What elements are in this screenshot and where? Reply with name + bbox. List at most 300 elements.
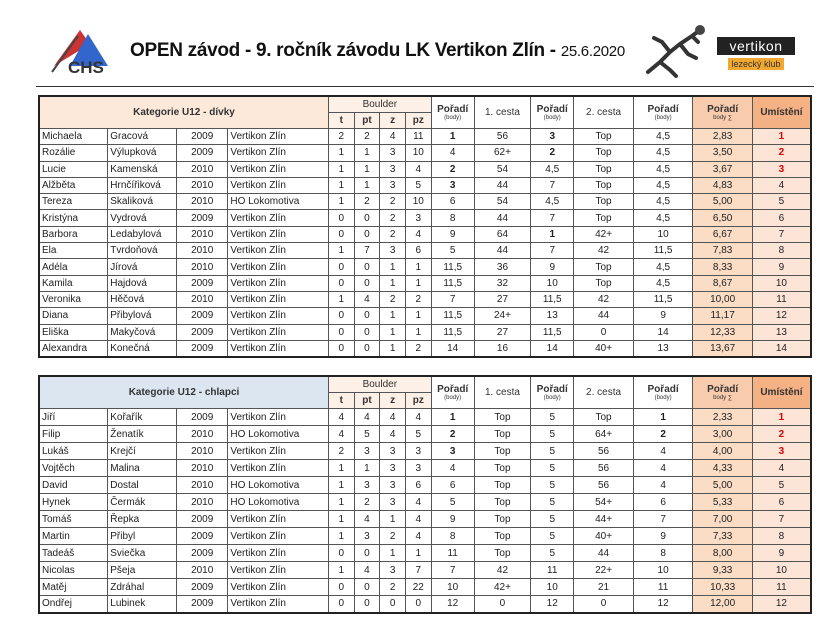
- zone-attempts-header: pz: [405, 113, 431, 129]
- route2-rank-cell: 12: [633, 596, 693, 613]
- total-points-cell: 7,00: [693, 511, 753, 528]
- zone-attempts-cell: 22: [405, 579, 431, 596]
- tops-cell: 1: [328, 494, 354, 511]
- table-row: [39, 324, 811, 340]
- total-points-cell: 6,50: [693, 210, 753, 226]
- zone-attempts-cell: 4: [405, 528, 431, 545]
- placement-cell: 13: [752, 324, 811, 340]
- zones-cell: 2: [380, 226, 406, 242]
- route1-result-cell: 44: [474, 243, 530, 259]
- zones-cell: 2: [380, 194, 406, 210]
- route2-rank-cell: 4,5: [633, 145, 693, 161]
- table-row: [39, 340, 811, 357]
- zone-attempts-cell: 1: [405, 308, 431, 324]
- route2-result-cell: Top: [574, 177, 634, 193]
- route2-rank-cell: 7: [633, 511, 693, 528]
- vertikon-logo-subtitle: lezecký klub: [728, 58, 784, 70]
- top-attempts-cell: 4: [354, 291, 380, 307]
- route1-result-cell: 27: [474, 324, 530, 340]
- route1-rank-cell: 5: [531, 511, 574, 528]
- boulder-rank-cell: 12: [431, 596, 474, 613]
- boys-results-table: [38, 375, 812, 614]
- zones-cell: 4: [380, 129, 406, 145]
- category-title: Kategorie U12 - chlapci: [39, 376, 328, 409]
- first-name-cell: Martin: [39, 528, 108, 545]
- birth-year-cell: 2010: [177, 291, 228, 307]
- route2-rank-cell: 1: [633, 409, 693, 426]
- zone-attempts-cell: 1: [405, 275, 431, 291]
- route1-result-cell: Top: [474, 545, 530, 562]
- tops-cell: 0: [328, 259, 354, 275]
- placement-cell: 12: [752, 596, 811, 613]
- last-name-cell: Řepka: [108, 511, 177, 528]
- route1-header: 1. cesta: [474, 376, 530, 409]
- birth-year-cell: 2009: [177, 340, 228, 357]
- birth-year-cell: 2010: [177, 259, 228, 275]
- table-row: [39, 528, 811, 545]
- route1-rank-header: Pořadí (body): [531, 376, 574, 409]
- placement-cell: 11: [752, 291, 811, 307]
- route2-rank-cell: 10: [633, 226, 693, 242]
- birth-year-cell: 2009: [177, 545, 228, 562]
- first-name-cell: Barbora: [39, 226, 108, 242]
- top-attempts-header: pt: [354, 393, 380, 409]
- route1-result-cell: 42+: [474, 579, 530, 596]
- first-name-cell: Hynek: [39, 494, 108, 511]
- tops-cell: 0: [328, 596, 354, 613]
- vertikon-logo-text: vertikon: [717, 37, 795, 55]
- club-cell: Vertikon Zlín: [228, 409, 329, 426]
- route1-result-cell: Top: [474, 494, 530, 511]
- club-cell: Vertikon Zlín: [228, 308, 329, 324]
- last-name-cell: Přibylová: [108, 308, 177, 324]
- tops-cell: 1: [328, 511, 354, 528]
- route1-rank-cell: 5: [531, 528, 574, 545]
- route1-rank-cell: 11,5: [531, 324, 574, 340]
- gecko-icon: [640, 22, 710, 80]
- route2-rank-cell: 13: [633, 340, 693, 357]
- top-attempts-header: pt: [354, 113, 380, 129]
- route2-rank-cell: 11,5: [633, 243, 693, 259]
- first-name-cell: Kamila: [39, 275, 108, 291]
- tops-cell: 0: [328, 308, 354, 324]
- boulder-rank-cell: 9: [431, 511, 474, 528]
- top-attempts-cell: 0: [354, 579, 380, 596]
- zone-attempts-cell: 0: [405, 596, 431, 613]
- route2-result-cell: 42+: [574, 226, 634, 242]
- table-row: [39, 259, 811, 275]
- boulder-rank-cell: 3: [431, 443, 474, 460]
- zone-attempts-cell: 11: [405, 129, 431, 145]
- zones-cell: 2: [380, 528, 406, 545]
- route2-rank-header: Pořadí (body): [633, 96, 693, 129]
- total-points-cell: 5,00: [693, 194, 753, 210]
- route1-rank-cell: 4,5: [531, 161, 574, 177]
- first-name-cell: Veronika: [39, 291, 108, 307]
- club-cell: HO Lokomotiva: [228, 494, 329, 511]
- boulder-rank-cell: 7: [431, 562, 474, 579]
- placement-cell: 7: [752, 511, 811, 528]
- top-attempts-cell: 3: [354, 443, 380, 460]
- table-row: [39, 460, 811, 477]
- route1-rank-cell: 12: [531, 596, 574, 613]
- route1-rank-cell: 14: [531, 340, 574, 357]
- first-name-cell: Diana: [39, 308, 108, 324]
- route2-result-cell: Top: [574, 210, 634, 226]
- table-row: [39, 177, 811, 193]
- last-name-cell: Přibyl: [108, 528, 177, 545]
- placement-cell: 2: [752, 426, 811, 443]
- route1-result-cell: Top: [474, 511, 530, 528]
- boulder-rank-cell: 6: [431, 194, 474, 210]
- zone-attempts-cell: 4: [405, 409, 431, 426]
- route1-rank-cell: 4,5: [531, 194, 574, 210]
- placement-header: Umístění: [752, 96, 811, 129]
- route2-result-cell: 40+: [574, 528, 634, 545]
- top-attempts-cell: 4: [354, 409, 380, 426]
- last-name-cell: Hěčová: [108, 291, 177, 307]
- zones-cell: 3: [380, 494, 406, 511]
- route1-result-cell: Top: [474, 443, 530, 460]
- category-title: Kategorie U12 - dívky: [39, 96, 328, 129]
- total-points-cell: 9,33: [693, 562, 753, 579]
- placement-cell: 7: [752, 226, 811, 242]
- zones-cell: 0: [380, 596, 406, 613]
- club-cell: Vertikon Zlín: [228, 562, 329, 579]
- route2-result-cell: 64+: [574, 426, 634, 443]
- last-name-cell: Pšeja: [108, 562, 177, 579]
- route1-rank-cell: 5: [531, 545, 574, 562]
- last-name-cell: Hrnčířiková: [108, 177, 177, 193]
- boulder-rank-cell: 3: [431, 177, 474, 193]
- club-cell: HO Lokomotiva: [228, 194, 329, 210]
- placement-cell: 2: [752, 145, 811, 161]
- placement-cell: 6: [752, 494, 811, 511]
- first-name-cell: Lucie: [39, 161, 108, 177]
- zones-cell: 4: [380, 409, 406, 426]
- birth-year-cell: 2010: [177, 161, 228, 177]
- placement-cell: 9: [752, 545, 811, 562]
- zone-attempts-cell: 1: [405, 324, 431, 340]
- birth-year-cell: 2009: [177, 210, 228, 226]
- route2-result-cell: 22+: [574, 562, 634, 579]
- tops-cell: 0: [328, 340, 354, 357]
- route1-rank-cell: 7: [531, 210, 574, 226]
- last-name-cell: Výlupková: [108, 145, 177, 161]
- route2-rank-cell: 6: [633, 494, 693, 511]
- last-name-cell: Krejčí: [108, 443, 177, 460]
- club-cell: HO Lokomotiva: [228, 426, 329, 443]
- birth-year-cell: 2010: [177, 226, 228, 242]
- club-cell: Vertikon Zlín: [228, 324, 329, 340]
- route1-result-cell: 56: [474, 129, 530, 145]
- total-points-cell: 2,83: [693, 129, 753, 145]
- route1-result-cell: Top: [474, 460, 530, 477]
- route2-rank-cell: 14: [633, 324, 693, 340]
- route2-rank-cell: 10: [633, 562, 693, 579]
- birth-year-cell: 2010: [177, 243, 228, 259]
- placement-cell: 8: [752, 528, 811, 545]
- boulder-rank-cell: 5: [431, 494, 474, 511]
- top-attempts-cell: 0: [354, 226, 380, 242]
- club-cell: HO Lokomotiva: [228, 477, 329, 494]
- route1-rank-cell: 10: [531, 579, 574, 596]
- zone-attempts-cell: 1: [405, 259, 431, 275]
- first-name-cell: Adéla: [39, 259, 108, 275]
- zone-attempts-cell: 10: [405, 194, 431, 210]
- boulder-rank-cell: 8: [431, 528, 474, 545]
- zone-attempts-cell: 4: [405, 226, 431, 242]
- total-points-cell: 13,67: [693, 340, 753, 357]
- table-row: [39, 477, 811, 494]
- birth-year-cell: 2010: [177, 443, 228, 460]
- birth-year-cell: 2009: [177, 596, 228, 613]
- route1-rank-cell: 5: [531, 460, 574, 477]
- zones-cell: 3: [380, 477, 406, 494]
- birth-year-cell: 2009: [177, 511, 228, 528]
- table-row: [39, 409, 811, 426]
- route2-rank-cell: 4,5: [633, 177, 693, 193]
- tops-cell: 1: [328, 528, 354, 545]
- first-name-cell: Alžběta: [39, 177, 108, 193]
- route2-rank-cell: 4,5: [633, 275, 693, 291]
- route1-rank-cell: 5: [531, 409, 574, 426]
- tops-cell: 0: [328, 210, 354, 226]
- placement-cell: 9: [752, 259, 811, 275]
- club-cell: Vertikon Zlín: [228, 579, 329, 596]
- boulder-rank-cell: 6: [431, 477, 474, 494]
- zone-attempts-header: pz: [405, 393, 431, 409]
- total-points-cell: 12,33: [693, 324, 753, 340]
- last-name-cell: Makyčová: [108, 324, 177, 340]
- table-row: [39, 226, 811, 242]
- club-cell: Vertikon Zlín: [228, 460, 329, 477]
- placement-cell: 6: [752, 210, 811, 226]
- route2-result-cell: 0: [574, 324, 634, 340]
- placement-cell: 3: [752, 443, 811, 460]
- tops-cell: 0: [328, 579, 354, 596]
- club-cell: Vertikon Zlín: [228, 243, 329, 259]
- birth-year-cell: 2010: [177, 177, 228, 193]
- route2-rank-cell: 8: [633, 545, 693, 562]
- route2-result-cell: 21: [574, 579, 634, 596]
- top-attempts-cell: 1: [354, 460, 380, 477]
- route2-result-cell: 44+: [574, 511, 634, 528]
- birth-year-cell: 2009: [177, 409, 228, 426]
- zone-attempts-cell: 6: [405, 477, 431, 494]
- boulder-rank-cell: 11: [431, 545, 474, 562]
- last-name-cell: Ženatík: [108, 426, 177, 443]
- boulder-rank-cell: 11,5: [431, 308, 474, 324]
- tops-header: t: [328, 113, 354, 129]
- tops-cell: 1: [328, 145, 354, 161]
- first-name-cell: Filip: [39, 426, 108, 443]
- route2-rank-cell: 9: [633, 308, 693, 324]
- club-cell: Vertikon Zlín: [228, 511, 329, 528]
- boulder-rank-cell: 2: [431, 161, 474, 177]
- top-attempts-cell: 4: [354, 511, 380, 528]
- boulder-rank-cell: 11,5: [431, 275, 474, 291]
- boulder-rank-cell: 4: [431, 460, 474, 477]
- first-name-cell: Tadeáš: [39, 545, 108, 562]
- boulder-rank-header: Pořadí (body): [431, 376, 474, 409]
- zones-cell: 3: [380, 443, 406, 460]
- route2-rank-cell: 4,5: [633, 161, 693, 177]
- zone-attempts-cell: 2: [405, 291, 431, 307]
- zones-cell: 1: [380, 545, 406, 562]
- zone-attempts-cell: 6: [405, 243, 431, 259]
- zones-cell: 3: [380, 243, 406, 259]
- club-cell: Vertikon Zlín: [228, 161, 329, 177]
- route2-result-cell: 0: [574, 596, 634, 613]
- route1-result-cell: 42: [474, 562, 530, 579]
- tops-header: t: [328, 393, 354, 409]
- first-name-cell: Kristýna: [39, 210, 108, 226]
- placement-cell: 12: [752, 308, 811, 324]
- zones-cell: 2: [380, 210, 406, 226]
- total-points-cell: 8,33: [693, 259, 753, 275]
- boulder-rank-cell: 14: [431, 340, 474, 357]
- top-attempts-cell: 7: [354, 243, 380, 259]
- boulder-rank-cell: 11,5: [431, 324, 474, 340]
- route2-result-cell: 44: [574, 545, 634, 562]
- placement-cell: 11: [752, 579, 811, 596]
- placement-cell: 3: [752, 161, 811, 177]
- zone-attempts-cell: 7: [405, 562, 431, 579]
- birth-year-cell: 2010: [177, 562, 228, 579]
- route1-rank-cell: 3: [531, 129, 574, 145]
- total-points-cell: 4,00: [693, 443, 753, 460]
- boulder-rank-header: Pořadí (body): [431, 96, 474, 129]
- club-cell: Vertikon Zlín: [228, 340, 329, 357]
- route1-result-cell: 64: [474, 226, 530, 242]
- club-cell: Vertikon Zlín: [228, 129, 329, 145]
- first-name-cell: Ondřej: [39, 596, 108, 613]
- placement-cell: 8: [752, 243, 811, 259]
- route2-result-cell: 54+: [574, 494, 634, 511]
- table-row: [39, 291, 811, 307]
- birth-year-cell: 2010: [177, 426, 228, 443]
- total-points-cell: 3,67: [693, 161, 753, 177]
- route2-result-cell: Top: [574, 409, 634, 426]
- boulder-rank-cell: 11,5: [431, 259, 474, 275]
- top-attempts-cell: 3: [354, 477, 380, 494]
- table-row: [39, 243, 811, 259]
- placement-cell: 1: [752, 129, 811, 145]
- zone-attempts-cell: 2: [405, 340, 431, 357]
- route1-rank-cell: 5: [531, 494, 574, 511]
- route2-rank-cell: 4,5: [633, 129, 693, 145]
- vertikon-logo: [717, 37, 795, 70]
- route2-header: 2. cesta: [574, 96, 634, 129]
- birth-year-cell: 2010: [177, 460, 228, 477]
- total-points-cell: 12,00: [693, 596, 753, 613]
- first-name-cell: Jiří: [39, 409, 108, 426]
- first-name-cell: Nicolas: [39, 562, 108, 579]
- route1-result-cell: 16: [474, 340, 530, 357]
- birth-year-cell: 2010: [177, 194, 228, 210]
- table-row: [39, 426, 811, 443]
- table-row: [39, 579, 811, 596]
- tops-cell: 1: [328, 161, 354, 177]
- route2-rank-cell: 4,5: [633, 194, 693, 210]
- top-attempts-cell: 0: [354, 210, 380, 226]
- zone-attempts-cell: 3: [405, 210, 431, 226]
- top-attempts-cell: 0: [354, 308, 380, 324]
- last-name-cell: Kořařík: [108, 409, 177, 426]
- route2-result-cell: 56: [574, 443, 634, 460]
- table-row: [39, 511, 811, 528]
- boulder-rank-cell: 1: [431, 409, 474, 426]
- club-cell: Vertikon Zlín: [228, 291, 329, 307]
- zones-cell: 3: [380, 145, 406, 161]
- route2-result-cell: 56: [574, 477, 634, 494]
- birth-year-cell: 2009: [177, 308, 228, 324]
- boulder-rank-cell: 4: [431, 145, 474, 161]
- top-attempts-cell: 2: [354, 494, 380, 511]
- route1-rank-cell: 2: [531, 145, 574, 161]
- route2-result-cell: Top: [574, 129, 634, 145]
- last-name-cell: Skaliková: [108, 194, 177, 210]
- total-points-cell: 3,50: [693, 145, 753, 161]
- club-cell: Vertikon Zlín: [228, 177, 329, 193]
- route1-rank-header: Pořadí (body): [531, 96, 574, 129]
- total-points-cell: 7,83: [693, 243, 753, 259]
- tops-cell: 1: [328, 177, 354, 193]
- placement-cell: 10: [752, 275, 811, 291]
- top-attempts-cell: 0: [354, 596, 380, 613]
- birth-year-cell: 2009: [177, 275, 228, 291]
- boulder-header: Boulder: [328, 376, 431, 393]
- birth-year-cell: 2010: [177, 494, 228, 511]
- zones-cell: 3: [380, 177, 406, 193]
- route1-result-cell: 54: [474, 194, 530, 210]
- route2-rank-cell: 4,5: [633, 259, 693, 275]
- route1-result-cell: 27: [474, 291, 530, 307]
- first-name-cell: Rozálie: [39, 145, 108, 161]
- top-attempts-cell: 2: [354, 129, 380, 145]
- route2-rank-cell: 4: [633, 460, 693, 477]
- first-name-cell: Ela: [39, 243, 108, 259]
- event-date: 25.6.2020: [560, 43, 625, 60]
- boulder-rank-cell: 9: [431, 226, 474, 242]
- route1-rank-cell: 10: [531, 275, 574, 291]
- zones-cell: 3: [380, 460, 406, 477]
- zones-cell: 1: [380, 259, 406, 275]
- route1-result-cell: 32: [474, 275, 530, 291]
- top-attempts-cell: 3: [354, 528, 380, 545]
- tops-cell: 1: [328, 460, 354, 477]
- club-cell: Vertikon Zlín: [228, 443, 329, 460]
- total-points-cell: 4,83: [693, 177, 753, 193]
- placement-cell: 10: [752, 562, 811, 579]
- girls-results-table: [38, 95, 812, 358]
- divider: [36, 86, 814, 87]
- route1-result-cell: 24+: [474, 308, 530, 324]
- first-name-cell: Matěj: [39, 579, 108, 596]
- total-points-cell: 8,00: [693, 545, 753, 562]
- boulder-rank-cell: 5: [431, 243, 474, 259]
- placement-cell: 1: [752, 409, 811, 426]
- top-attempts-cell: 5: [354, 426, 380, 443]
- route1-result-cell: Top: [474, 477, 530, 494]
- club-cell: Vertikon Zlín: [228, 275, 329, 291]
- total-points-cell: 7,33: [693, 528, 753, 545]
- zone-attempts-cell: 3: [405, 460, 431, 477]
- route1-rank-cell: 1: [531, 226, 574, 242]
- title-text: OPEN závod - 9. ročník závodu LK Vertikon Zlín -: [130, 40, 561, 61]
- boulder-rank-cell: 7: [431, 291, 474, 307]
